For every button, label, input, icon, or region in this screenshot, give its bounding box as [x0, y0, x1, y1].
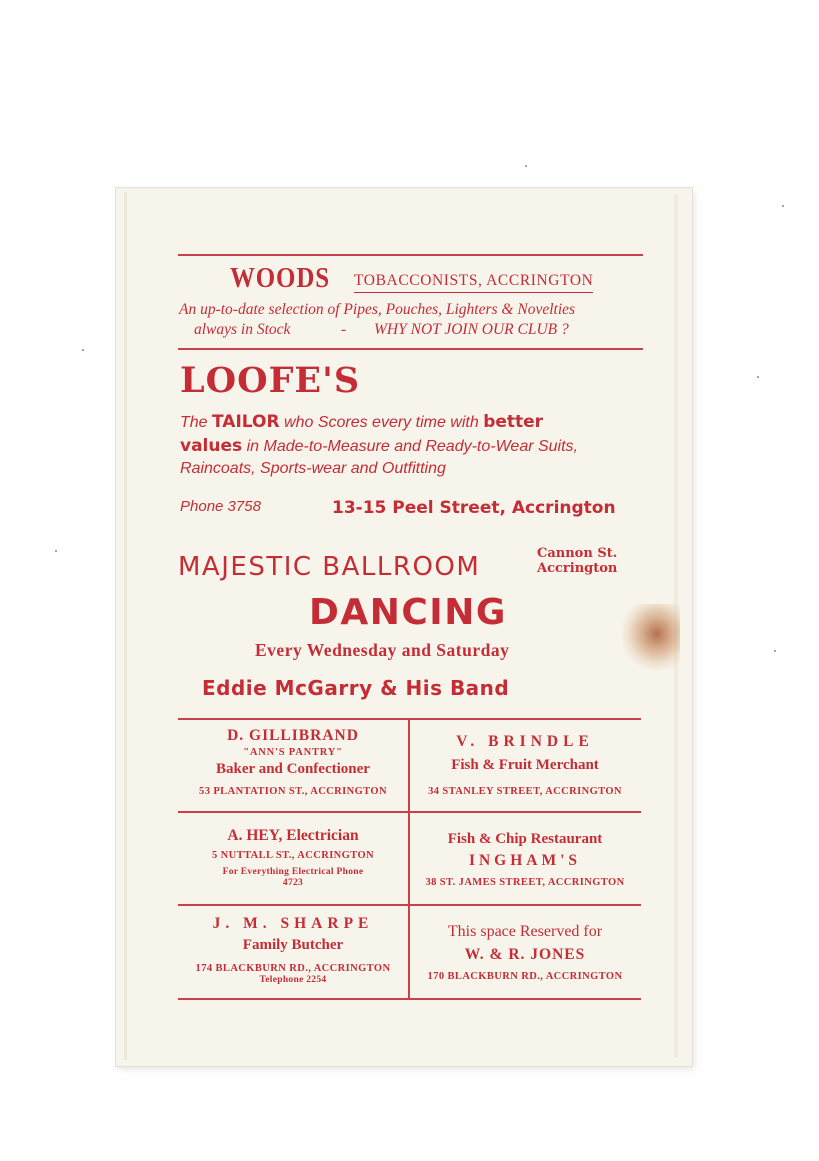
dancing-heading: DANCING — [309, 592, 507, 633]
speck — [525, 165, 527, 167]
gillibrand-address: 53 PLANTATION ST., ACCRINGTON — [199, 786, 387, 797]
jones-note: This space Reserved for — [447, 923, 603, 940]
ballroom-name: MAJESTIC BALLROOM — [178, 552, 481, 582]
hey-note: For Everything Electrical Phone — [222, 867, 364, 877]
woods-name: WOODS — [230, 262, 330, 294]
loofes-phone: Phone 3758 — [180, 498, 261, 515]
sharpe-name: J. M. SHARPE — [212, 915, 374, 932]
rule — [178, 348, 643, 350]
ad-brindle — [410, 733, 640, 797]
woods-line-1: An up-to-date selection of Pipes, Pouches, Lighters & Novelties — [179, 301, 576, 318]
rule — [178, 254, 643, 256]
speck — [82, 349, 84, 351]
ad-jones — [410, 923, 640, 982]
speck — [782, 205, 784, 207]
hey-address: 5 NUTTALL ST., ACCRINGTON — [212, 850, 374, 861]
gillibrand-shop: "ANN'S PANTRY" — [243, 747, 343, 758]
woods-line-2b: WHY NOT JOIN OUR CLUB ? — [374, 321, 569, 338]
woods-subtitle-text: TOBACCONISTS, ACCRINGTON — [354, 272, 593, 293]
brindle-name: V. BRINDLE — [456, 733, 594, 750]
loofes-better: better — [483, 412, 544, 432]
gillibrand-trade: Baker and Confectioner — [216, 761, 370, 777]
ad-sharpe — [178, 915, 408, 985]
loofes-line-2-rest: in Made-to-Measure and Ready-to-Wear Suits, — [246, 438, 578, 455]
woods-line-2a: always in Stock — [194, 321, 291, 338]
ingham-trade: Fish & Chip Restaurant — [447, 831, 603, 847]
jones-name: W. & R. JONES — [464, 946, 586, 963]
ad-hey — [178, 827, 408, 888]
loofes-name: LOOFE'S — [180, 360, 361, 401]
loofes-the: The — [180, 414, 208, 431]
rust-stain — [622, 604, 680, 670]
dancing-days: Every Wednesday and Saturday — [255, 640, 510, 660]
ad-ingham — [410, 831, 640, 888]
sharpe-trade: Family Butcher — [242, 937, 344, 953]
ingham-name: INGHAM'S — [468, 852, 582, 869]
loofes-line-1-mid: who Scores every time with — [284, 414, 479, 431]
ballroom-town: Accrington — [537, 561, 618, 576]
speck — [757, 376, 759, 378]
ballroom-location — [537, 546, 617, 576]
sharpe-phone: Telephone 2254 — [259, 975, 327, 985]
dancing-band: Eddie McGarry & His Band — [202, 676, 510, 700]
loofes-tailor: TAILOR — [212, 412, 280, 432]
loofes-values: values — [180, 436, 243, 456]
jones-address: 170 BLACKBURN RD., ACCRINGTON — [427, 971, 623, 982]
page-fold — [124, 192, 127, 1060]
ballroom-street: Cannon St. — [537, 546, 618, 561]
hey-name: A. HEY, Electrician — [227, 827, 359, 844]
ad-gillibrand — [178, 727, 408, 797]
speck — [774, 650, 776, 652]
loofes-address: 13-15 Peel Street, Accrington — [332, 498, 616, 518]
gillibrand-name: D. GILLIBRAND — [227, 727, 359, 744]
hey-phone: 4723 — [282, 878, 304, 888]
sharpe-address: 174 BLACKBURN RD., ACCRINGTON — [195, 963, 391, 974]
programme-page — [116, 188, 692, 1066]
ingham-address: 38 ST. JAMES STREET, ACCRINGTON — [425, 877, 625, 888]
woods-subtitle — [354, 272, 593, 290]
speck — [55, 550, 57, 552]
loofes-line-1 — [180, 412, 543, 432]
loofes-line-2 — [180, 436, 578, 456]
loofes-line-3: Raincoats, Sports-wear and Outfitting — [180, 460, 446, 477]
brindle-address: 34 STANLEY STREET, ACCRINGTON — [428, 786, 622, 797]
woods-dash: - — [341, 321, 347, 338]
brindle-trade: Fish & Fruit Merchant — [451, 757, 599, 773]
